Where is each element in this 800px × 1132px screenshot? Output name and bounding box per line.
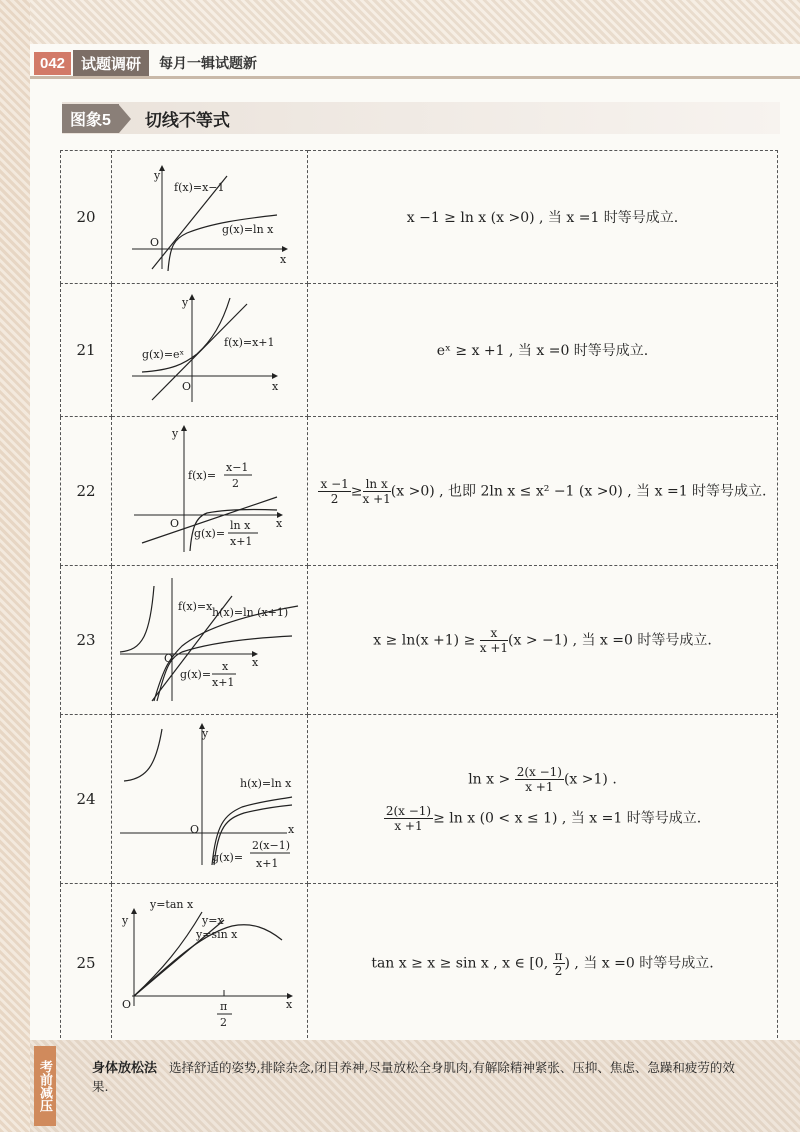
page-number: 042 [34,52,71,75]
curve-label-f-den: 2 [232,477,239,490]
inequality-head: tan x ≥ x ≥ sin x , x ∈ [0, [371,955,549,971]
footer-tip-title: 身体放松法 [92,1060,158,1075]
row-number: 23 [61,566,112,715]
axis-label-x: x [276,517,283,530]
table-row [61,566,778,715]
fraction-denominator: x +1 [479,640,509,655]
curve-label-f: f(x)=x+1 [224,336,275,349]
inequality-head: x ≥ ln(x +1) ≥ [373,632,476,648]
curve-label-f: f(x)= [188,469,217,482]
left-decor-band [0,0,30,1132]
graph-cell [112,884,308,1043]
axis-label-x: x [286,998,293,1011]
graph-24 [112,715,307,879]
curve-label-tan: y=tan x [150,898,194,911]
fraction-numerator: π [554,948,563,963]
section-title: 试题调研 [73,50,149,77]
graph-23 [112,566,307,710]
inequality-tail: ) , 当 x =0 时等号成立. [564,955,714,971]
fraction-numerator: x [480,626,508,641]
table-row [61,715,778,884]
curve-label-g: g(x)= [180,668,212,681]
topic-tag: 图象5 [62,104,119,133]
fraction-numerator: x −1 [320,476,349,491]
inequality-text: x −1 ≥ ln x (x >0) , 当 x =1 时等号成立. [308,151,778,284]
inequality-text [308,566,778,715]
inequality-tail: (x > −1) , 当 x =0 时等号成立. [508,632,712,648]
row-number: 20 [61,151,112,284]
fraction [363,477,391,506]
axis-label-x: x [288,823,295,836]
graph-cell [112,417,308,566]
footer-tip-text: 选择舒适的姿势,排除杂念,闭目养神,尽量放松全身肌肉,有解除精神紧张、压抑、焦虑、急躁和疲劳的效果. [92,1060,735,1094]
axis-label-y: y [182,296,189,309]
footer-side-tag: 考前减压 [34,1046,56,1126]
origin-label: O [150,236,160,249]
row-number: 25 [61,884,112,1043]
graph-20 [112,151,307,279]
origin-label: O [122,998,132,1011]
table-row [61,284,778,417]
curve-label-g-num: 2(x−1) [252,839,291,852]
fraction-numerator: 2(x −1) [385,804,432,818]
header-subtitle: 每月一辑试题新 [159,55,258,71]
curve-label-sin: y=sin x [196,928,238,941]
axis-label-x: x [280,253,287,266]
fraction [318,477,350,506]
inequality-text: eˣ ≥ x +1 , 当 x =0 时等号成立. [308,284,778,417]
inequality-tail: ≥ ln x (0 < x ≤ 1) , 当 x =1 时等号成立. [433,810,702,827]
table-row [61,884,778,1043]
curve-label-g: g(x)=ln x [222,223,274,236]
axis-label-y: y [122,914,129,927]
tick-label-2: 2 [220,1016,227,1029]
axis-label-y: y [154,169,161,182]
inequality-tail: (x >1) . [563,771,617,788]
tick-label-pi: π [220,1000,228,1013]
fraction-denominator: 2 [554,963,563,978]
curve-label-g-num: ln x [230,519,251,532]
origin-label: O [190,823,200,836]
inequality-line-2 [308,804,777,833]
top-decor-band [0,0,800,44]
axis-label-x: x [272,380,279,393]
graph-21 [112,284,307,412]
page-header [34,50,257,76]
curve-label-g-den: x+1 [212,676,235,689]
inequality-table [60,150,778,1043]
fraction [480,626,508,655]
curve-label-f-num: x−1 [226,461,249,474]
curve-label-f: f(x)=x−1 [174,181,225,194]
fraction-numerator: ln x [363,477,391,492]
curve-label-g: g(x)= [194,527,226,540]
fraction [553,949,565,978]
curve-label-g-den: x+1 [230,535,253,548]
curve-label-g: g(x)= [212,851,244,864]
row-number: 22 [61,417,112,566]
fraction-denominator: x +1 [394,819,423,833]
curve-label-identity: y=x [202,914,224,927]
header-rule [30,76,800,79]
graph-cell [112,284,308,417]
topic-arrow-icon [119,105,131,133]
curve-label-g-den: x+1 [256,857,279,870]
topic-title: 切线不等式 [144,111,230,130]
fraction [384,804,433,833]
graph-cell [112,566,308,715]
inequality-text [308,417,778,566]
topic-heading [62,104,230,133]
row-number: 24 [61,715,112,884]
footer-tip [92,1058,742,1096]
origin-label: O [164,652,174,665]
fraction-numerator: 2(x −1) [516,765,562,779]
graph-cell [112,715,308,884]
inequality-text [308,715,778,884]
graph-22 [112,417,307,561]
curve-label-g: g(x)=eˣ [142,348,185,361]
inequality-text [308,884,778,1043]
graph-25 [112,884,307,1038]
inequality-line-1 [308,765,777,794]
fraction-denominator: x +1 [362,491,391,506]
inequality-tail: (x >0) , 也即 2ln x ≤ x² −1 (x >0) , 当 x =1 时等号成立. [390,483,767,499]
row-number: 21 [61,284,112,417]
axis-label-y: y [172,427,179,440]
table-row [61,151,778,284]
fraction-denominator: 2 [330,491,339,506]
curve-label-f: f(x)=x [178,600,213,613]
inequality-head: ln x > [468,771,511,788]
table-row [61,417,778,566]
curve-label-h: h(x)=ln (x+1) [212,606,289,619]
fraction-denominator: x +1 [525,780,554,794]
curve-label-h: h(x)=ln x [240,777,292,790]
axis-label-y: y [202,727,209,740]
fraction [515,765,564,794]
relation-symbol: ≥ [350,483,363,499]
graph-cell [112,151,308,284]
origin-label: O [170,517,180,530]
origin-label: O [182,380,192,393]
curve-label-g-num: x [222,660,229,673]
axis-label-x: x [252,656,259,669]
